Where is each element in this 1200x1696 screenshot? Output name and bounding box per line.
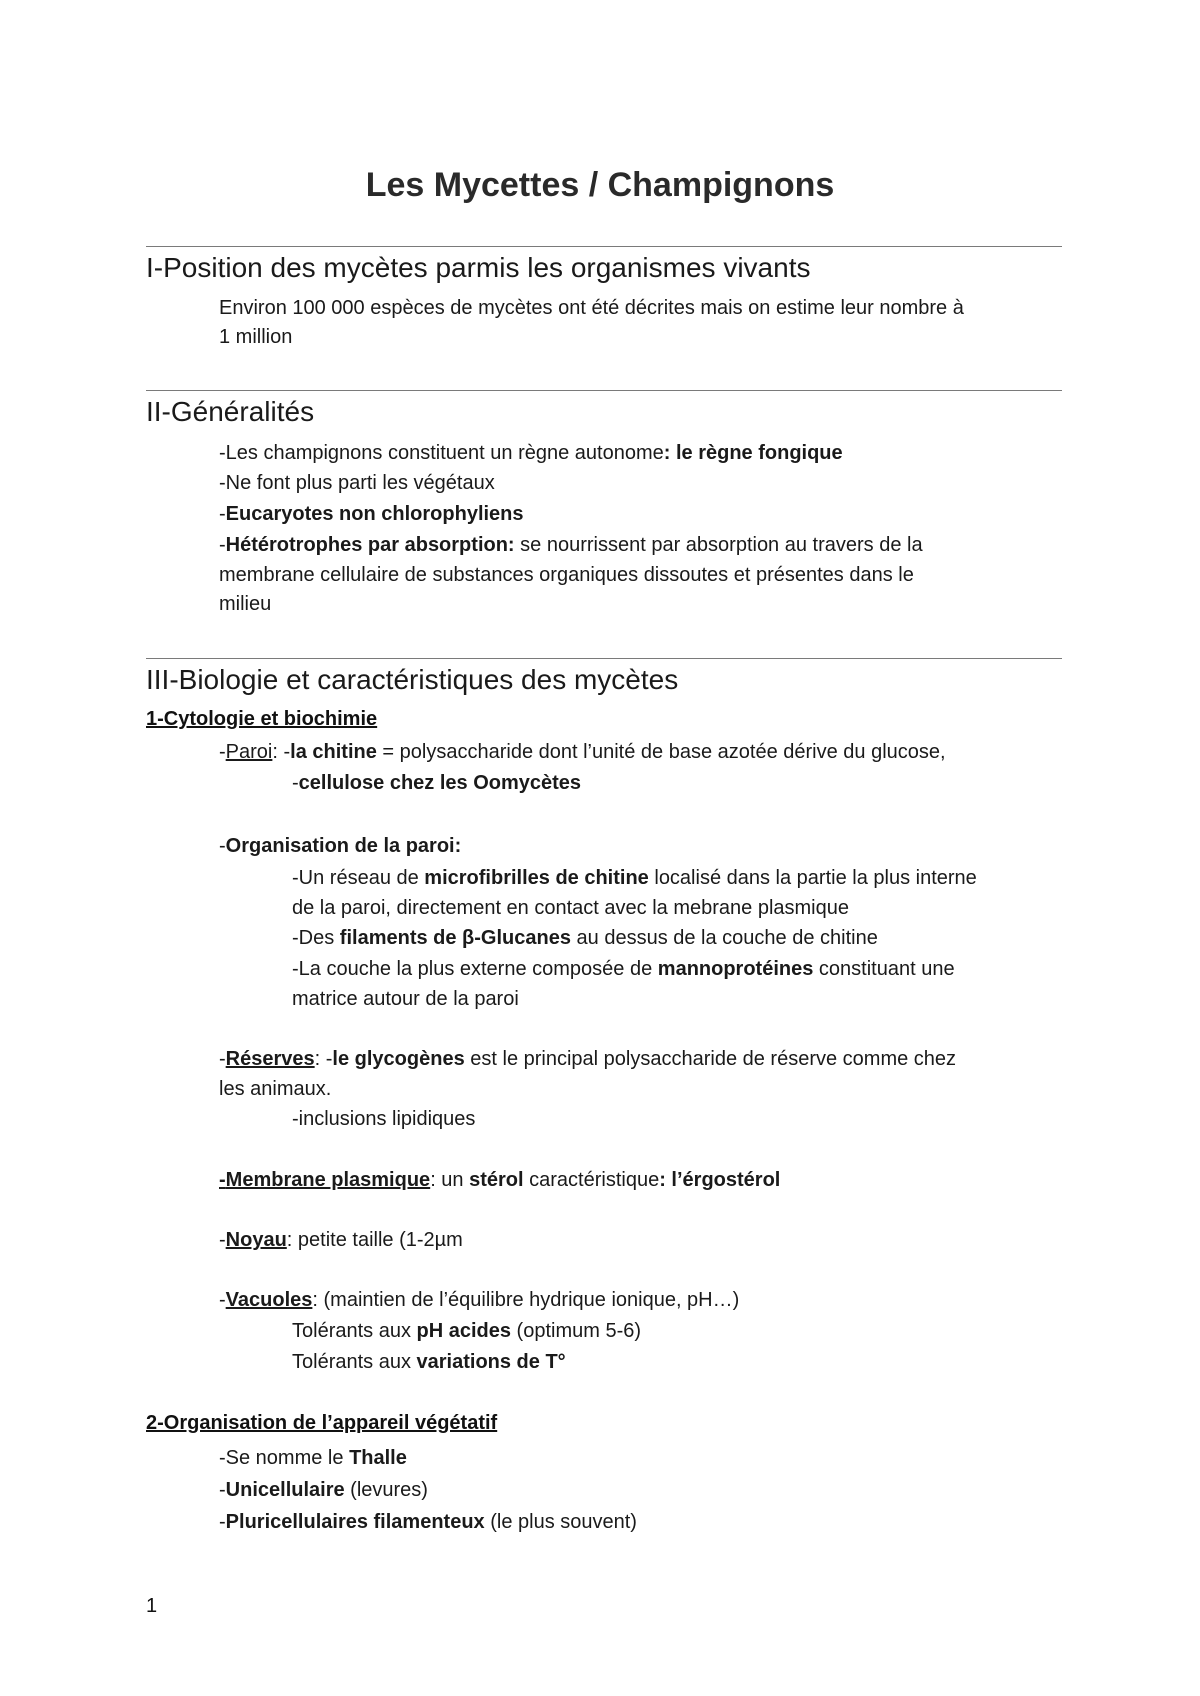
paragraph-line: matrice autour de la paroi: [292, 988, 519, 1010]
list-item: -Pluricellulaires filamenteux (le plus souvent): [219, 1511, 637, 1533]
paragraph-line: les animaux.: [219, 1078, 332, 1100]
section-divider: [146, 390, 1062, 391]
subsection-heading-2: 2-Organisation de l’appareil végétatif: [146, 1412, 498, 1434]
paragraph-line: de la paroi, directement en contact avec la mebrane plasmique: [292, 897, 849, 919]
list-item: -cellulose chez les Oomycètes: [292, 772, 582, 794]
paragraph-line: membrane cellulaire de substances organiques dissoutes et présentes dans le: [219, 564, 914, 586]
list-item-paroi: -Paroi: -la chitine = polysaccharide dont l’unité de base azotée dérive du glucose,: [219, 741, 946, 763]
list-item: -Hétérotrophes par absorption: se nourrissent par absorption au travers de la: [219, 534, 923, 556]
list-item-organisation: -Organisation de la paroi:: [219, 835, 462, 857]
list-item: -Des filaments de β-Glucanes au dessus de la couche de chitine: [292, 927, 878, 949]
list-item: -inclusions lipidiques: [292, 1108, 476, 1130]
list-item: -Se nomme le Thalle: [219, 1447, 407, 1469]
paragraph-line: 1 million: [219, 326, 293, 348]
page-number: 1: [146, 1595, 158, 1617]
list-item-vacuoles: -Vacuoles: (maintien de l’équilibre hydrique ionique, pH…): [219, 1289, 740, 1311]
list-item: -Eucaryotes non chlorophyliens: [219, 503, 524, 525]
list-item: Tolérants aux variations de T°: [292, 1351, 566, 1373]
section-heading-3: III-Biologie et caractéristiques des mycètes: [146, 664, 679, 695]
list-item-membrane: -Membrane plasmique: un stérol caractéristique: l’érgostérol: [219, 1169, 781, 1191]
section-divider: [146, 658, 1062, 659]
section-divider: [146, 246, 1062, 247]
section-heading-2: II-Généralités: [146, 396, 315, 427]
list-item-reserves: -Réserves: -le glycogènes est le principal polysaccharide de réserve comme chez: [219, 1048, 957, 1070]
list-item: -Unicellulaire (levures): [219, 1479, 428, 1501]
list-item: -Un réseau de microfibrilles de chitine localisé dans la partie la plus interne: [292, 867, 977, 889]
section-heading-1: I-Position des mycètes parmis les organismes vivants: [146, 252, 811, 283]
paragraph-line: Environ 100 000 espèces de mycètes ont été décrites mais on estime leur nombre à: [219, 297, 964, 319]
list-item: -Les champignons constituent un règne autonome: le règne fongique: [219, 442, 843, 464]
page-title: Les Mycettes / Champignons: [365, 166, 835, 204]
list-item: -La couche la plus externe composée de mannoprotéines constituant une: [292, 958, 955, 980]
subsection-heading-1: 1-Cytologie et biochimie: [146, 708, 378, 730]
paragraph-line: milieu: [219, 593, 272, 615]
list-item: -Ne font plus parti les végétaux: [219, 472, 495, 494]
list-item: Tolérants aux pH acides (optimum 5-6): [292, 1320, 642, 1342]
list-item-noyau: -Noyau: petite taille (1-2µm: [219, 1229, 463, 1251]
